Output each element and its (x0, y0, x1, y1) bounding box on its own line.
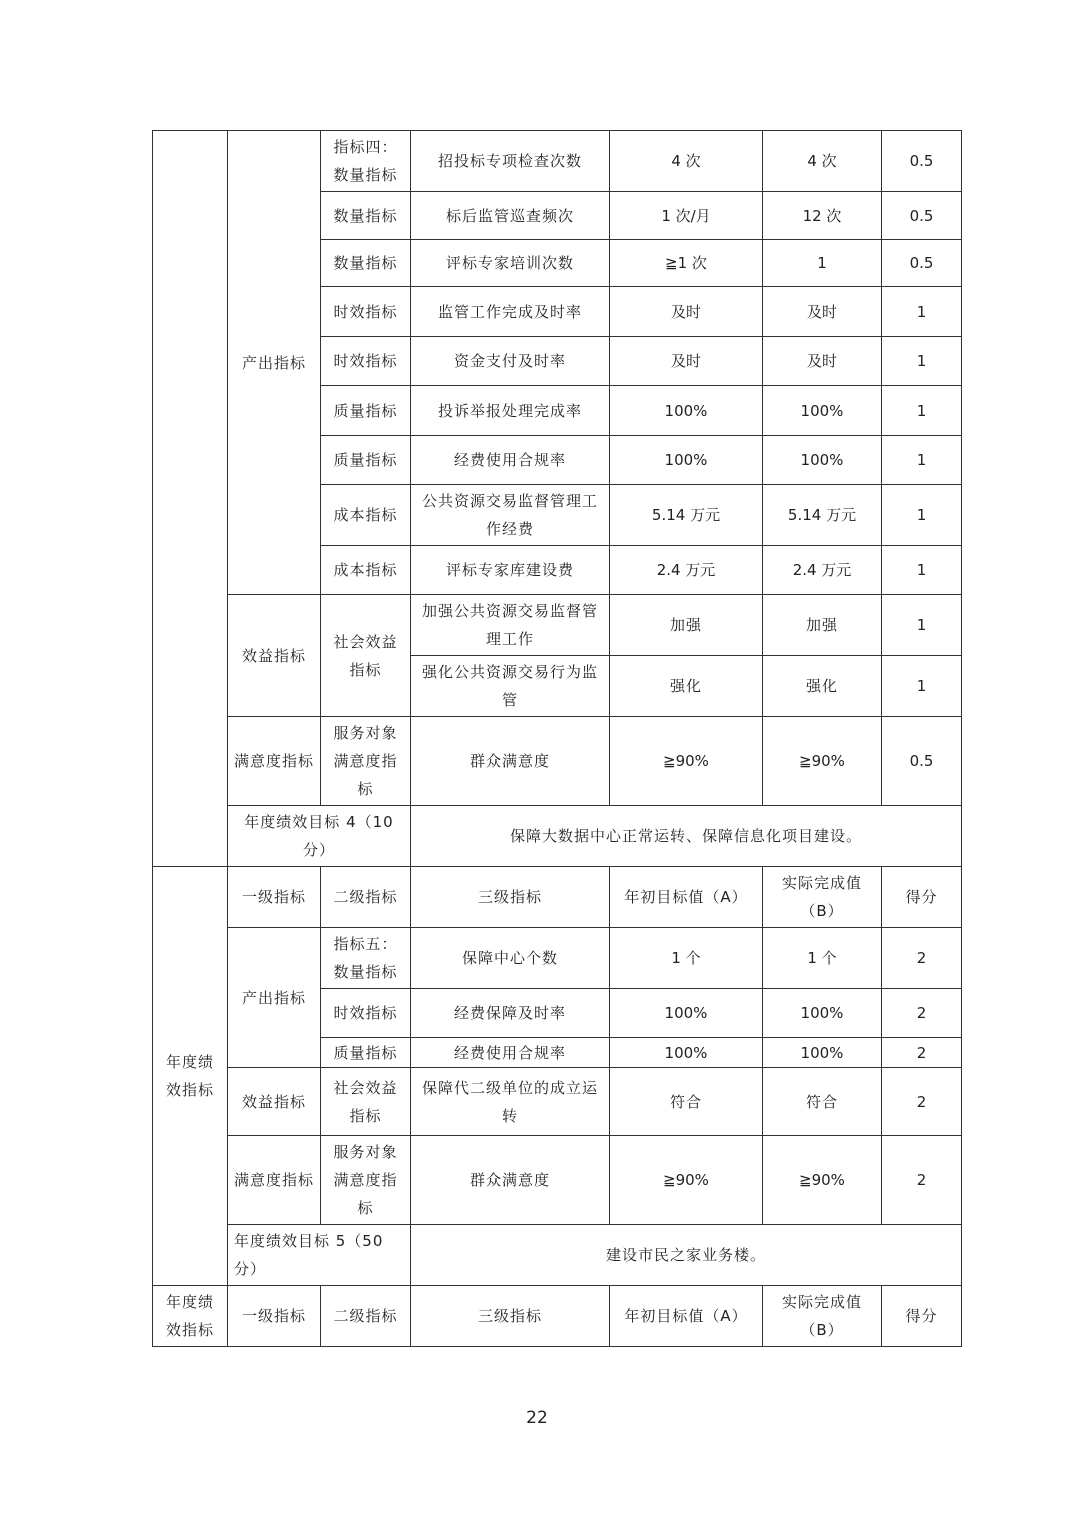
level2-cell: 时效指标 (321, 337, 411, 386)
level3-cell: 保障代二级单位的成立运转 (411, 1068, 610, 1136)
actual-cell: 5.14 万元 (763, 485, 882, 546)
target-cell: 1 个 (610, 928, 763, 989)
score-cell: 0.5 (882, 240, 962, 287)
level1-satisfaction-cell: 满意度指标 (228, 717, 321, 806)
header-l3-cell: 三级指标 (411, 1286, 610, 1347)
level3-cell: 评标专家培训次数 (411, 240, 610, 287)
actual-cell: 1 (763, 240, 882, 287)
level2-cell: 数量指标 (321, 240, 411, 287)
score-cell: 1 (882, 337, 962, 386)
actual-cell: 及时 (763, 337, 882, 386)
header-l2-cell: 二级指标 (321, 867, 411, 928)
target-cell: ≧90% (610, 717, 763, 806)
score-cell: 0.5 (882, 717, 962, 806)
target-cell: 1 次/月 (610, 192, 763, 240)
header-row (153, 1286, 962, 1347)
level3-cell: 投诉举报处理完成率 (411, 386, 610, 436)
header-score-cell: 得分 (882, 867, 962, 928)
header-actual-cell: 实际完成值（B） (763, 867, 882, 928)
level1-benefit-cell: 效益指标 (228, 595, 321, 717)
actual-cell: 100% (763, 436, 882, 485)
score-cell: 1 (882, 546, 962, 595)
score-cell: 1 (882, 485, 962, 546)
actual-cell: 1 个 (763, 928, 882, 989)
annual-indicator-cell (153, 131, 228, 867)
level2-cell: 成本指标 (321, 546, 411, 595)
level3-cell: 加强公共资源交易监督管理工作 (411, 595, 610, 656)
level2-cell: 质量指标 (321, 436, 411, 485)
actual-cell: 及时 (763, 287, 882, 337)
level3-cell: 经费使用合规率 (411, 1038, 610, 1068)
score-cell: 1 (882, 386, 962, 436)
level2-cell: 指标五：数量指标 (321, 928, 411, 989)
level2-cell: 时效指标 (321, 287, 411, 337)
header-target-cell: 年初目标值（A） (610, 1286, 763, 1347)
target-cell: 强化 (610, 656, 763, 717)
target-cell: 100% (610, 1038, 763, 1068)
header-target-cell: 年初目标值（A） (610, 867, 763, 928)
actual-cell: 加强 (763, 595, 882, 656)
goal-text-cell: 保障大数据中心正常运转、保障信息化项目建设。 (411, 806, 962, 867)
level3-cell: 保障中心个数 (411, 928, 610, 989)
level3-cell: 监管工作完成及时率 (411, 287, 610, 337)
level2-cell: 社会效益指标 (321, 1068, 411, 1136)
target-cell: ≧90% (610, 1136, 763, 1225)
level2-cell: 成本指标 (321, 485, 411, 546)
level2-cell: 服务对象满意度指标 (321, 717, 411, 806)
header-actual-cell: 实际完成值（B） (763, 1286, 882, 1347)
target-cell: 5.14 万元 (610, 485, 763, 546)
actual-cell: 100% (763, 989, 882, 1038)
level2-cell: 质量指标 (321, 1038, 411, 1068)
level2-cell: 指标四：数量指标 (321, 131, 411, 192)
actual-cell: ≧90% (763, 717, 882, 806)
level3-cell: 标后监管巡查频次 (411, 192, 610, 240)
level1-satisfaction-cell: 满意度指标 (228, 1136, 321, 1225)
actual-cell: 100% (763, 386, 882, 436)
goal-label-cell: 年度绩效目标 5（50 分） (228, 1225, 411, 1286)
target-cell: 100% (610, 386, 763, 436)
target-cell: 及时 (610, 287, 763, 337)
level1-output-cell: 产出指标 (228, 928, 321, 1068)
actual-cell: ≧90% (763, 1136, 882, 1225)
target-cell: 及时 (610, 337, 763, 386)
performance-table (152, 130, 962, 1347)
level3-cell: 强化公共资源交易行为监管 (411, 656, 610, 717)
header-score-cell: 得分 (882, 1286, 962, 1347)
table-row (153, 131, 962, 192)
score-cell: 1 (882, 287, 962, 337)
goal-row (153, 806, 962, 867)
header-l1-cell: 一级指标 (228, 867, 321, 928)
target-cell: 4 次 (610, 131, 763, 192)
level3-cell: 经费使用合规率 (411, 436, 610, 485)
annual-indicator-cell: 年度绩效指标 (153, 1286, 228, 1347)
actual-cell: 4 次 (763, 131, 882, 192)
annual-indicator-cell: 年度绩效指标 (153, 867, 228, 1286)
level3-cell: 群众满意度 (411, 1136, 610, 1225)
score-cell: 1 (882, 436, 962, 485)
level2-cell: 数量指标 (321, 192, 411, 240)
target-cell: 2.4 万元 (610, 546, 763, 595)
table-row (153, 928, 962, 989)
score-cell: 0.5 (882, 192, 962, 240)
level1-output-cell: 产出指标 (228, 131, 321, 595)
level1-benefit-cell: 效益指标 (228, 1068, 321, 1136)
table-row (153, 1068, 962, 1136)
level3-cell: 经费保障及时率 (411, 989, 610, 1038)
score-cell: 2 (882, 1068, 962, 1136)
score-cell: 0.5 (882, 131, 962, 192)
actual-cell: 12 次 (763, 192, 882, 240)
target-cell: 加强 (610, 595, 763, 656)
target-cell: 100% (610, 436, 763, 485)
level3-cell: 群众满意度 (411, 717, 610, 806)
target-cell: 符合 (610, 1068, 763, 1136)
level3-cell: 招投标专项检查次数 (411, 131, 610, 192)
goal-label-cell: 年度绩效目标 4（10 分） (228, 806, 411, 867)
target-cell: ≧1 次 (610, 240, 763, 287)
actual-cell: 100% (763, 1038, 882, 1068)
level2-cell: 质量指标 (321, 386, 411, 436)
score-cell: 2 (882, 928, 962, 989)
goal-text-cell: 建设市民之家业务楼。 (411, 1225, 962, 1286)
header-l1-cell: 一级指标 (228, 1286, 321, 1347)
level2-cell: 服务对象满意度指标 (321, 1136, 411, 1225)
score-cell: 1 (882, 595, 962, 656)
header-row (153, 867, 962, 928)
actual-cell: 2.4 万元 (763, 546, 882, 595)
score-cell: 2 (882, 1136, 962, 1225)
score-cell: 2 (882, 1038, 962, 1068)
table-row (153, 717, 962, 806)
header-l3-cell: 三级指标 (411, 867, 610, 928)
level3-cell: 资金支付及时率 (411, 337, 610, 386)
header-l2-cell: 二级指标 (321, 1286, 411, 1347)
score-cell: 2 (882, 989, 962, 1038)
actual-cell: 符合 (763, 1068, 882, 1136)
table-row (153, 595, 962, 656)
actual-cell: 强化 (763, 656, 882, 717)
target-cell: 100% (610, 989, 763, 1038)
page-number: 22 (526, 1408, 548, 1428)
score-cell: 1 (882, 656, 962, 717)
level3-cell: 公共资源交易监督管理工作经费 (411, 485, 610, 546)
level2-cell: 时效指标 (321, 989, 411, 1038)
level2-cell: 社会效益指标 (321, 595, 411, 717)
level3-cell: 评标专家库建设费 (411, 546, 610, 595)
table-row (153, 1136, 962, 1225)
goal-row (153, 1225, 962, 1286)
